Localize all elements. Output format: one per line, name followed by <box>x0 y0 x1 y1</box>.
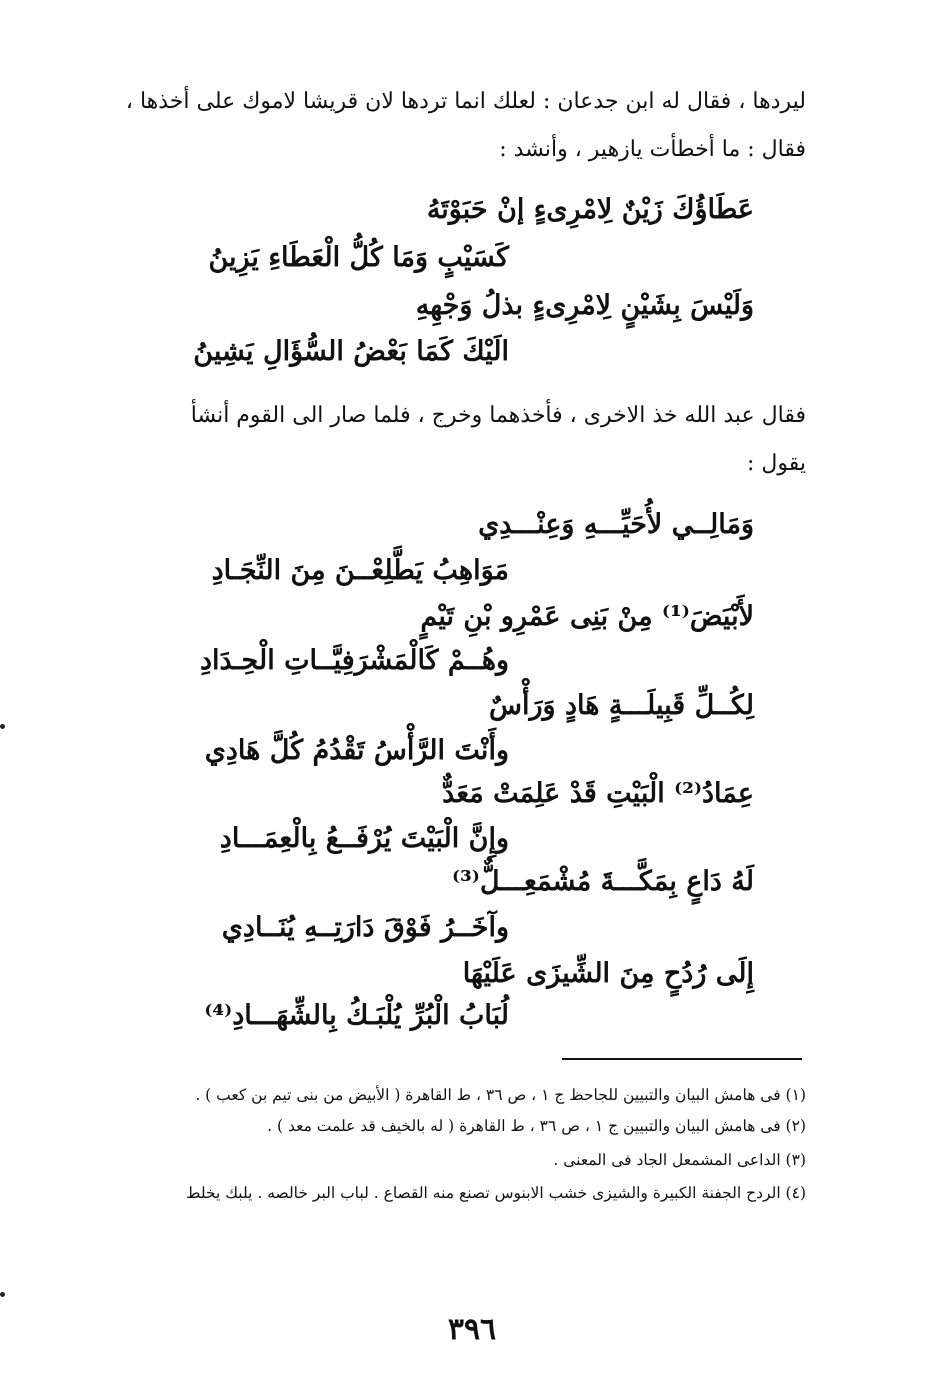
scan-mark <box>0 1292 5 1297</box>
poem2-verse: لأَبْيَضَ⁽¹⁾ مِنْ بَنِى عَمْرِو بْنِ تَيْمٍ <box>420 601 754 632</box>
poem2-verse: عِمَادُ⁽²⁾ الْبَيْتِ قَدْ عَلِمَتْ مَعَدٌّ <box>442 778 754 809</box>
middle-paragraph <box>106 392 806 488</box>
footnote-divider <box>562 1058 802 1060</box>
poem2-verse: وأَنْتَ الرَّأْسُ تَقْدُمُ كُلَّ هَادِي <box>204 735 509 766</box>
footnote: (٤) الردح الجفنة الكبيرة والشيزى خشب الابنوس تصنع منه القصاع . لباب البر خالصه . يلبك يخلط <box>186 1184 806 1202</box>
footnote: (٣) الداعى المشمعل الجاد فى المعنى . <box>553 1151 806 1169</box>
scan-mark <box>0 724 5 729</box>
intro-line: فقال : ما أخطأت يازهير ، وأنشد : <box>499 137 806 162</box>
footnote: (٢) فى هامش البيان والتبيين ج ١ ، ص ٣٦ ، ط القاهرة ( له بالخيف قد علمت معد ) . <box>267 1117 806 1135</box>
poem2-verse: لَهُ دَاعٍ بِمَكَّـــةَ مُشْمَعِـــلٌّ⁽³⁾ <box>451 866 754 897</box>
poem2-verse: وإِنَّ الْبَيْتَ يُرْفَــعُ بِالْعِمَـــادِ <box>219 823 509 854</box>
middle-line: فقال عبد الله خذ الاخرى ، فأخذهما وخرج ، فلما صار الى القوم أنشأ <box>190 403 806 428</box>
poem2-verse: وَمَالِــي لأُحَيِّـــهِ وَعِنْـــدِي <box>478 509 754 540</box>
middle-line: يقول : <box>746 451 806 476</box>
poem2-verse: إِلَى رُدُحٍ مِنَ الشِّيزَى عَلَيْهَا <box>462 958 754 989</box>
poem1-verse: عَطَاؤُكَ زَيْنٌ لِامْرِىءٍ إنْ حَبَوْتَهُ <box>426 194 754 225</box>
poem2-verse: لُبَابُ الْبُرِّ يُلْبَـكُ بِالشِّهَـــادِ⁽⁴⁾ <box>204 1000 509 1031</box>
intro-paragraph <box>106 78 806 174</box>
poem1-verse: وَلَيْسَ بِشَيْنٍ لِامْرِىءٍ بذلُ وَجْهِهِ <box>415 290 754 321</box>
page-number: ٣٩٦ <box>447 1312 497 1347</box>
poem2-verse: وهُــمْ كَالْمَشْرَفِيَّــاتِ الْحِـدَادِ <box>199 645 509 676</box>
footnote: (١) فى هامش البيان والتبيين للجاحظ ج ١ ، ص ٣٦ ، ط القاهرة ( الأبيض من بنى تيم بن كعب ) . <box>195 1086 806 1104</box>
poem1-verse: كَسَيْبٍ وَمَا كُلُّ الْعَطَاءِ يَزِينُ <box>208 242 509 273</box>
poem2-verse: مَوَاهِبُ يَطَّلِعْــنَ مِنَ النِّجَـادِ <box>211 555 509 586</box>
poem1-verse: الَيْكَ كَمَا بَعْضُ السُّؤَالِ يَشِينُ <box>193 336 509 367</box>
intro-line: ليردها ، فقال له ابن جدعان : لعلك انما تردها لان قريشا لاموك على أخذها ، <box>125 89 806 114</box>
poem2-verse: لِكُــلِّ قَبِيلَـــةٍ هَادٍ وَرَأْسٌ <box>489 690 754 721</box>
poem2-verse: وآخَــرُ فَوْقَ دَارَتِــهِ يُنَــادِي <box>221 912 509 943</box>
